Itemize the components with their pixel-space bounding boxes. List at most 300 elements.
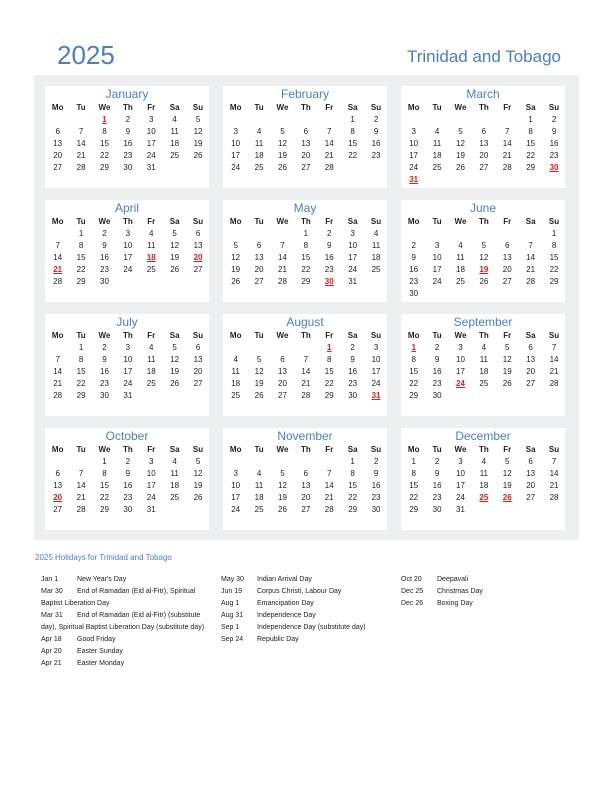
holiday-date: Apr 20 xyxy=(41,648,62,655)
day-cell: 15 xyxy=(324,367,334,376)
day-cell: 22 xyxy=(409,379,419,388)
day-cell: 13 xyxy=(479,139,489,148)
weekday-header: Fr xyxy=(325,103,334,112)
holiday-name: Republic Day xyxy=(257,636,299,643)
day-cell: 12 xyxy=(479,253,489,262)
empty-cell xyxy=(496,228,519,240)
weekday-header: Fr xyxy=(503,445,512,454)
holiday-name: End of Ramadan (Eid al-Fitr) (substitute day), Spiritual Baptist Liberation Day (substitute day) xyxy=(41,612,205,631)
day-cell: 12 xyxy=(254,367,264,376)
day-cell: 8 xyxy=(102,469,107,478)
day-cell: 28 xyxy=(526,277,536,286)
day-cell: 5 xyxy=(195,457,201,466)
day-cell: 25 xyxy=(231,391,241,400)
day-cell: 8 xyxy=(551,241,557,250)
day-cell: 10 xyxy=(371,355,381,364)
day-cell: 21 xyxy=(301,379,311,388)
day-cell: 11 xyxy=(479,355,489,364)
day-cell: 23 xyxy=(371,151,381,160)
day-cell: 29 xyxy=(324,391,334,400)
day-cell: 5 xyxy=(280,127,285,136)
day-cell: 24 xyxy=(409,163,419,172)
day-cell: 26 xyxy=(170,379,180,388)
holiday-date: Oct 20 xyxy=(401,576,422,583)
weekday-header: Su xyxy=(548,331,560,340)
holiday-date: Sep 1 xyxy=(221,624,240,631)
day-cell: 11 xyxy=(170,469,179,478)
weekday-header: Mo xyxy=(229,217,242,226)
empty-cell xyxy=(69,114,92,126)
day-cell: 6 xyxy=(303,127,309,136)
day-cell: 9 xyxy=(102,241,107,250)
day-cell: 17 xyxy=(456,481,465,490)
day-cell: 6 xyxy=(481,127,487,136)
month-april xyxy=(45,200,209,302)
empty-cell xyxy=(247,228,270,240)
empty-cell xyxy=(271,114,294,126)
day-cell: 12 xyxy=(278,481,287,490)
day-cell: 7 xyxy=(551,457,557,466)
weekday-header: Fr xyxy=(147,331,156,340)
holiday-item xyxy=(401,598,551,610)
day-cell: 5 xyxy=(256,355,262,364)
day-cell: 1 xyxy=(528,115,533,124)
day-cell: 16 xyxy=(371,139,381,148)
day-cell: 1 xyxy=(78,343,84,352)
weekday-header: Tu xyxy=(76,445,86,454)
empty-cell xyxy=(247,342,270,354)
day-cell: 30 xyxy=(432,391,442,400)
weekday-header: Su xyxy=(370,445,382,454)
day-cell: 7 xyxy=(55,241,60,250)
day-cell: 25 xyxy=(170,151,180,160)
empty-cell xyxy=(294,456,317,468)
day-cell: 16 xyxy=(432,367,442,376)
day-cell: 5 xyxy=(172,343,177,352)
holiday-date: Jun 19 xyxy=(221,588,243,595)
day-cell: 26 xyxy=(456,163,465,172)
day-cell: 20 xyxy=(502,265,512,274)
day-cell: 23 xyxy=(348,379,358,388)
day-cell: 26 xyxy=(254,391,264,400)
month-name: October xyxy=(105,429,149,443)
holiday-column xyxy=(221,574,391,646)
month-october xyxy=(45,428,209,530)
weekday-header: Su xyxy=(548,445,560,454)
day-cell: 28 xyxy=(53,391,63,400)
day-cell: 12 xyxy=(502,355,512,364)
day-cell: 1 xyxy=(102,457,107,466)
holiday-day: 19 xyxy=(479,265,489,274)
day-cell: 20 xyxy=(193,367,203,376)
day-cell: 22 xyxy=(549,265,559,274)
day-cell: 30 xyxy=(409,289,419,298)
empty-cell xyxy=(46,342,69,354)
weekday-header: Su xyxy=(192,331,204,340)
month-june xyxy=(401,200,565,302)
day-cell: 29 xyxy=(76,391,86,400)
day-cell: 24 xyxy=(123,379,133,388)
month-name: February xyxy=(280,87,330,101)
weekday-header: Tu xyxy=(254,217,264,226)
day-cell: 28 xyxy=(76,505,86,514)
day-cell: 15 xyxy=(409,481,419,490)
day-cell: 7 xyxy=(327,469,332,478)
day-cell: 10 xyxy=(432,253,442,262)
day-cell: 8 xyxy=(411,469,416,478)
day-cell: 24 xyxy=(123,265,133,274)
day-cell: 1 xyxy=(303,229,309,238)
day-cell: 17 xyxy=(231,493,241,502)
day-cell: 25 xyxy=(146,265,156,274)
holiday-date: Jan 1 xyxy=(41,576,59,583)
day-cell: 16 xyxy=(371,481,381,490)
month-name: May xyxy=(293,201,317,215)
day-cell: 29 xyxy=(409,505,419,514)
day-cell: 31 xyxy=(348,277,358,286)
day-cell: 13 xyxy=(53,139,63,148)
day-cell: 12 xyxy=(231,253,241,262)
day-cell: 4 xyxy=(172,115,177,124)
day-cell: 3 xyxy=(125,343,131,352)
day-cell: 16 xyxy=(324,253,334,262)
weekday-header: We xyxy=(276,445,289,454)
day-cell: 16 xyxy=(348,367,358,376)
weekday-header: Th xyxy=(122,217,133,226)
day-cell: 18 xyxy=(170,481,180,490)
day-cell: 23 xyxy=(100,379,109,388)
day-cell: 24 xyxy=(146,151,156,160)
weekday-header: Fr xyxy=(147,445,156,454)
day-cell: 28 xyxy=(53,277,63,286)
day-cell: 1 xyxy=(350,115,355,124)
holiday-item xyxy=(41,574,211,586)
day-cell: 4 xyxy=(233,355,238,364)
day-cell: 23 xyxy=(371,493,381,502)
day-cell: 29 xyxy=(526,163,536,172)
day-cell: 29 xyxy=(348,505,358,514)
holiday-name: End of Ramadan (Eid al-Fitr), Spiritual Baptist Liberation Day xyxy=(41,588,196,607)
day-cell: 12 xyxy=(502,469,512,478)
day-cell: 5 xyxy=(233,241,238,250)
weekday-header: Tu xyxy=(432,103,442,112)
day-cell: 19 xyxy=(502,367,512,376)
day-cell: 14 xyxy=(76,139,86,148)
day-cell: 8 xyxy=(78,241,84,250)
day-cell: 3 xyxy=(434,241,440,250)
month-name: March xyxy=(466,87,500,101)
empty-cell xyxy=(402,228,425,240)
day-cell: 30 xyxy=(123,505,133,514)
day-cell: 15 xyxy=(301,253,311,262)
weekday-header: We xyxy=(276,331,289,340)
holiday-name: Indian Arrival Day xyxy=(257,576,312,583)
weekday-header: Sa xyxy=(169,217,180,226)
day-cell: 3 xyxy=(125,229,131,238)
day-grid xyxy=(224,215,387,288)
day-cell: 4 xyxy=(373,229,379,238)
weekday-header: Sa xyxy=(347,331,358,340)
weekday-header: We xyxy=(276,217,289,226)
day-cell: 19 xyxy=(254,379,264,388)
day-cell: 26 xyxy=(170,265,180,274)
day-cell: 17 xyxy=(371,367,381,376)
empty-cell xyxy=(271,228,294,240)
day-cell: 21 xyxy=(278,265,287,274)
day-cell: 2 xyxy=(551,115,557,124)
day-cell: 10 xyxy=(123,355,133,364)
day-cell: 9 xyxy=(125,469,131,478)
day-cell: 3 xyxy=(373,343,379,352)
day-cell: 3 xyxy=(350,229,355,238)
day-cell: 4 xyxy=(149,229,154,238)
day-cell: 22 xyxy=(409,493,419,502)
day-cell: 12 xyxy=(278,139,287,148)
weekday-header: We xyxy=(98,103,111,112)
holiday-day: 30 xyxy=(324,277,334,286)
day-cell: 19 xyxy=(193,481,203,490)
day-cell: 8 xyxy=(350,469,355,478)
empty-cell xyxy=(224,456,247,468)
month-december xyxy=(401,428,565,530)
holiday-date: Aug 1 xyxy=(221,600,240,607)
month-march xyxy=(401,86,565,188)
holiday-item xyxy=(401,574,551,586)
day-cell: 9 xyxy=(373,127,379,136)
day-cell: 17 xyxy=(123,367,133,376)
day-cell: 7 xyxy=(551,343,557,352)
day-cell: 20 xyxy=(526,367,536,376)
day-cell: 10 xyxy=(231,139,241,148)
day-cell: 22 xyxy=(100,151,109,160)
day-cell: 18 xyxy=(432,151,442,160)
empty-cell xyxy=(46,228,69,240)
weekday-header: Mo xyxy=(51,331,64,340)
weekday-header: Tu xyxy=(254,331,264,340)
holiday-name: New Year's Day xyxy=(77,576,127,583)
day-cell: 22 xyxy=(324,379,334,388)
weekday-header: Th xyxy=(122,445,133,454)
empty-cell xyxy=(425,228,448,240)
weekday-header: Mo xyxy=(229,331,242,340)
day-cell: 14 xyxy=(324,139,334,148)
weekday-header: Th xyxy=(122,103,133,112)
empty-cell xyxy=(294,114,317,126)
holiday-day: 20 xyxy=(193,253,203,262)
day-cell: 15 xyxy=(100,481,109,490)
day-cell: 28 xyxy=(301,391,311,400)
day-cell: 3 xyxy=(233,127,238,136)
day-cell: 11 xyxy=(371,241,381,250)
day-cell: 16 xyxy=(123,139,133,148)
day-cell: 17 xyxy=(409,151,419,160)
day-cell: 15 xyxy=(100,139,109,148)
day-cell: 14 xyxy=(324,481,334,490)
weekday-header: Sa xyxy=(525,217,536,226)
weekday-header: Tu xyxy=(76,103,86,112)
day-cell: 13 xyxy=(278,367,287,376)
day-cell: 14 xyxy=(549,355,559,364)
day-cell: 27 xyxy=(526,493,536,502)
day-cell: 16 xyxy=(100,367,109,376)
weekday-header: Mo xyxy=(51,217,64,226)
empty-cell xyxy=(271,456,294,468)
weekday-header: Sa xyxy=(525,331,536,340)
day-cell: 2 xyxy=(434,343,440,352)
day-cell: 14 xyxy=(502,139,512,148)
holiday-day: 1 xyxy=(102,115,107,124)
weekday-header: Tu xyxy=(432,445,442,454)
empty-cell xyxy=(46,114,69,126)
day-cell: 10 xyxy=(409,139,419,148)
weekday-header: Mo xyxy=(229,445,242,454)
day-cell: 14 xyxy=(53,253,63,262)
day-cell: 13 xyxy=(526,355,536,364)
day-cell: 22 xyxy=(348,151,358,160)
day-cell: 23 xyxy=(123,493,133,502)
day-cell: 25 xyxy=(170,493,180,502)
empty-cell xyxy=(425,114,448,126)
day-cell: 20 xyxy=(301,493,311,502)
empty-cell xyxy=(224,228,247,240)
day-cell: 2 xyxy=(102,229,107,238)
day-cell: 29 xyxy=(549,277,559,286)
weekday-header: Su xyxy=(192,445,204,454)
empty-cell xyxy=(449,114,472,126)
weekday-header: Mo xyxy=(407,217,420,226)
day-cell: 24 xyxy=(456,493,465,502)
day-cell: 7 xyxy=(78,469,84,478)
day-cell: 4 xyxy=(481,457,487,466)
holiday-name: Easter Monday xyxy=(77,660,125,667)
day-cell: 28 xyxy=(549,379,559,388)
weekday-header: Su xyxy=(192,217,204,226)
month-name: June xyxy=(469,201,497,215)
weekday-header: Fr xyxy=(325,217,334,226)
day-cell: 9 xyxy=(411,253,416,262)
day-cell: 18 xyxy=(254,151,264,160)
day-cell: 29 xyxy=(100,163,109,172)
day-cell: 18 xyxy=(479,481,489,490)
holiday-day: 30 xyxy=(549,163,559,172)
holiday-item xyxy=(401,586,551,598)
month-name: July xyxy=(116,315,138,329)
day-cell: 15 xyxy=(76,367,86,376)
holiday-date: Mar 30 xyxy=(41,588,63,595)
day-cell: 2 xyxy=(434,457,440,466)
day-cell: 20 xyxy=(53,151,63,160)
day-cell: 5 xyxy=(505,457,510,466)
day-cell: 19 xyxy=(456,151,465,160)
day-cell: 27 xyxy=(526,379,536,388)
day-cell: 20 xyxy=(278,379,287,388)
day-grid xyxy=(224,329,387,402)
empty-cell xyxy=(472,228,495,240)
day-cell: 19 xyxy=(278,151,287,160)
month-september xyxy=(401,314,565,416)
day-cell: 7 xyxy=(280,241,285,250)
weekday-header: Tu xyxy=(254,103,264,112)
holiday-item xyxy=(41,646,211,658)
weekday-header: Mo xyxy=(407,331,420,340)
day-cell: 10 xyxy=(348,241,358,250)
day-cell: 2 xyxy=(411,241,416,250)
weekday-header: Sa xyxy=(169,103,180,112)
day-cell: 30 xyxy=(348,391,358,400)
holiday-item xyxy=(41,586,211,610)
month-may xyxy=(223,200,387,302)
holiday-day: 31 xyxy=(371,391,381,400)
day-cell: 9 xyxy=(102,355,107,364)
empty-cell xyxy=(519,228,542,240)
weekday-header: Th xyxy=(300,217,311,226)
day-cell: 17 xyxy=(456,367,465,376)
day-cell: 4 xyxy=(458,241,463,250)
day-cell: 8 xyxy=(528,127,533,136)
weekday-header: Tu xyxy=(432,331,442,340)
day-cell: 29 xyxy=(301,277,311,286)
holiday-item xyxy=(41,634,211,646)
day-cell: 16 xyxy=(100,253,109,262)
day-cell: 27 xyxy=(301,163,311,172)
day-grid xyxy=(402,215,565,300)
day-grid xyxy=(46,443,209,516)
day-cell: 27 xyxy=(254,277,264,286)
day-cell: 2 xyxy=(102,343,107,352)
day-cell: 1 xyxy=(411,457,416,466)
day-cell: 21 xyxy=(549,367,559,376)
weekday-header: Th xyxy=(300,331,311,340)
weekday-header: Sa xyxy=(525,445,536,454)
day-cell: 19 xyxy=(502,481,512,490)
day-cell: 11 xyxy=(254,481,264,490)
day-cell: 19 xyxy=(170,253,180,262)
day-cell: 18 xyxy=(170,139,180,148)
day-cell: 20 xyxy=(526,481,536,490)
holiday-item xyxy=(221,622,391,634)
day-cell: 20 xyxy=(301,151,311,160)
day-cell: 31 xyxy=(146,163,156,172)
day-cell: 6 xyxy=(528,457,533,466)
weekday-header: Su xyxy=(548,103,560,112)
day-cell: 16 xyxy=(123,481,133,490)
day-grid xyxy=(402,329,565,402)
holiday-column xyxy=(401,574,551,610)
weekday-header: Mo xyxy=(51,103,64,112)
day-cell: 11 xyxy=(170,127,179,136)
day-cell: 15 xyxy=(348,481,358,490)
day-cell: 17 xyxy=(146,139,156,148)
day-cell: 14 xyxy=(76,481,86,490)
day-cell: 31 xyxy=(123,391,133,400)
day-cell: 22 xyxy=(348,493,358,502)
day-cell: 18 xyxy=(479,367,489,376)
day-cell: 22 xyxy=(526,151,536,160)
day-cell: 4 xyxy=(256,469,262,478)
month-name: August xyxy=(286,315,324,329)
holiday-day: 20 xyxy=(53,493,63,502)
day-cell: 25 xyxy=(432,163,442,172)
day-cell: 24 xyxy=(348,265,358,274)
holiday-date: Aug 31 xyxy=(221,612,244,619)
holiday-date: Sep 24 xyxy=(221,636,244,643)
weekday-header: Su xyxy=(192,103,204,112)
day-cell: 31 xyxy=(456,505,465,514)
day-cell: 21 xyxy=(53,379,63,388)
holiday-day: 1 xyxy=(327,343,332,352)
month-november xyxy=(223,428,387,530)
day-cell: 9 xyxy=(551,127,557,136)
